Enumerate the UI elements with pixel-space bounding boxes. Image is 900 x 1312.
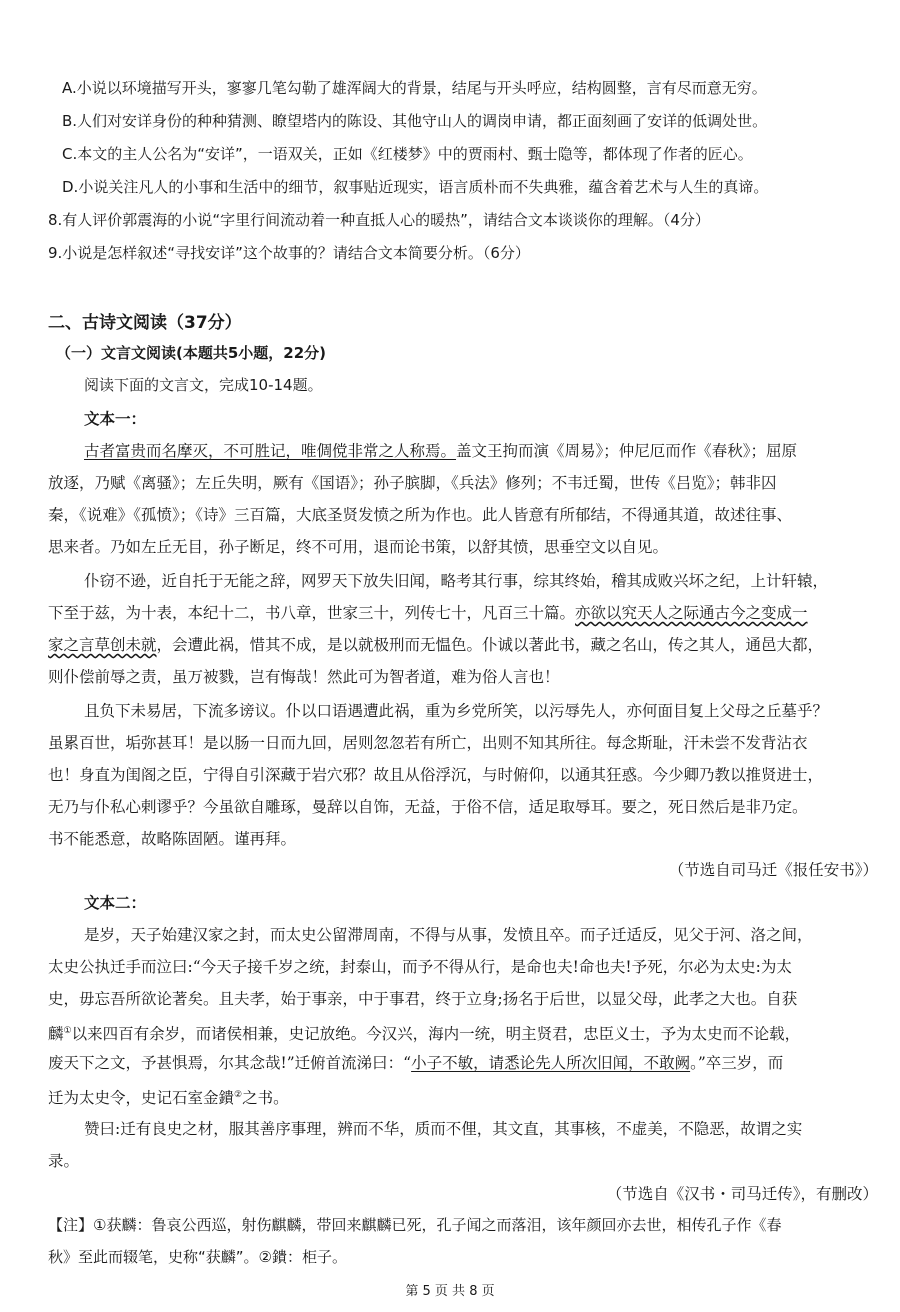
underlined-sentence: 古者富贵而名摩灭，不可胜记，唯倜傥非常之人称焉。 bbox=[84, 442, 457, 460]
note-line: 【注】①获麟：鲁哀公西巡，射伤麒麟，带回来麒麟已死，孔子闻之而落泪，该年颜回亦去世，相传孔子作《春 bbox=[48, 1216, 782, 1234]
text2-line bbox=[48, 1084, 289, 1109]
text1-line: 则仆偿前辱之责，虽万被戮，岂有悔哉！然此可为智者道，难为俗人言也！ bbox=[48, 668, 560, 686]
text2-line: 史，毋忘吾所欲论著矣。且夫孝，始于事亲，中于事君，终于立身;扬名于后世，以显父母，此孝之大也。自获 bbox=[48, 990, 798, 1008]
option-a: A.小说以环境描写开头，寥寥几笔勾勒了雄浑阔大的背景，结尾与开头呼应，结构圆整，言有尽而意无穷。 bbox=[62, 79, 767, 97]
text1-line bbox=[84, 440, 797, 462]
text1-line: 秦，《说难》《孤愤》；《诗》三百篇，大底圣贤发愤之所为作也。此人皆意有所郁结，不得通其道，故述往事、 bbox=[48, 506, 793, 524]
option-d: D.小说关注凡人的小事和生活中的细节，叙事贴近现实，语言质朴而不失典雅，蕴含着艺术与人生的真谛。 bbox=[62, 178, 769, 196]
text-segment: 以来四百有余岁，而诸侯相兼，史记放绝。今汉兴，海内一统，明主贤君，忠臣义士，予为太史而不论载， bbox=[71, 1025, 801, 1044]
text-segment: 废天下之文，予甚惧焉，尔其念哉!”迁俯首流涕曰：“ bbox=[48, 1054, 412, 1072]
text1-label: 文本一： bbox=[84, 409, 147, 428]
page-footer: 第 5 页 共 8 页 bbox=[405, 1284, 495, 1299]
text1-line bbox=[48, 634, 823, 656]
text2-line: 录。 bbox=[48, 1152, 80, 1170]
text1-line: 书不能悉意，故略陈固陋。谨再拜。 bbox=[48, 830, 297, 848]
text1-line: 无乃与仆私心剌谬乎？今虽欲自雕琢，曼辞以自饰，无益，于俗不信，适足取辱耳。要之，死日然后是非乃定。 bbox=[48, 798, 808, 816]
instruction: 阅读下面的文言文，完成10-14题。 bbox=[84, 376, 323, 394]
text1-line: 仆窃不逊，近自托于无能之辞，网罗天下放失旧闻，略考其行事，综其终始，稽其成败兴坏之纪，上计轩辕， bbox=[84, 572, 829, 590]
option-b: B.人们对安详身份的种种猜测、瞭望塔内的陈设、其他守山人的调岗申请，都正面刻画了安详的低调处世。 bbox=[62, 112, 768, 130]
text2-source: （节选自《汉书・司马迁传》，有删改） bbox=[606, 1185, 878, 1203]
text-segment: ，会遭此祸，惜其不成，是以就极刑而无愠色。仆诚以著此书，藏之名山，传之其人，通邑大都， bbox=[156, 636, 824, 654]
question-9: 9.小说是怎样叙述“寻找安详”这个故事的？请结合文本简要分析。（6分） bbox=[48, 244, 530, 262]
text1-line: 虽累百世，垢弥甚耳！是以肠一日而九回，居则忽忽若有所亡，出则不知其所往。每念斯耻，汗未尝不发背沾衣 bbox=[48, 734, 808, 752]
section-title: 二、古诗文阅读（37分） bbox=[48, 313, 242, 333]
text-segment: 麟 bbox=[48, 1025, 64, 1044]
text1-line bbox=[48, 602, 808, 624]
footnote-marker: ① bbox=[63, 1026, 72, 1036]
text2-line: 是岁，天子始建汉家之封，而太史公留滞周南，不得与从事，发愤且卒。而子迁适反，见父于河、洛之间， bbox=[84, 926, 813, 944]
text-segment: 下至于兹，为十表，本纪十二，书八章，世家三十，列传七十，凡百三十篇。 bbox=[48, 604, 576, 622]
text2-line bbox=[48, 1020, 800, 1045]
option-c: C.本文的主人公名为“安详”，一语双关，正如《红楼梦》中的贾雨村、甄士隐等，都体现了作者的匠心。 bbox=[62, 145, 753, 163]
text-segment: 迁为太史令，史记石室金鐀 bbox=[48, 1089, 235, 1108]
text2-line bbox=[48, 1052, 783, 1074]
text2-label: 文本二： bbox=[84, 893, 147, 912]
underlined-sentence: 小子不敏，请悉论先人所次旧闻，不敢阙 bbox=[411, 1054, 691, 1072]
subsection-title: （一）文言文阅读(本题共5小题，22分) bbox=[56, 344, 327, 362]
text1-line: 也！身直为闺阁之臣，宁得自引深藏于岩穴邪？故且从俗浮沉，与时俯仰，以通其狂惑。今少卿乃教以推贤进士， bbox=[48, 766, 824, 784]
text1-line: 且负下未易居，下流多谤议。仆以口语遇遭此祸，重为乡党所笑，以污辱先人，亦何面目复上父母之丘墓乎？ bbox=[84, 702, 829, 720]
text2-line: 太史公执迁手而泣曰:“今天子接千岁之统，封泰山，而予不得从行，是命也夫!命也夫!予死，尔必为太史:为太 bbox=[48, 958, 792, 976]
question-8: 8.有人评价郭震海的小说“字里行间流动着一种直抵人心的暖热”，请结合文本谈谈你的理解。（4分） bbox=[48, 211, 710, 229]
text-segment: 。”卒三岁，而 bbox=[690, 1054, 784, 1072]
text-segment: 盖文王拘而演《周易》；仲尼厄而作《春秋》；屈原 bbox=[456, 442, 798, 460]
wavy-underlined-sentence: 家之言草创未就 bbox=[48, 636, 157, 654]
footnote-marker: ② bbox=[234, 1090, 243, 1100]
text-segment: 之书。 bbox=[242, 1089, 289, 1108]
text1-line: 放逐，乃赋《离骚》；左丘失明，厥有《国语》；孙子膑脚，《兵法》修列；不韦迁蜀，世传《吕览》；韩非囚 bbox=[48, 474, 777, 492]
note-line: 秋》至此而辍笔，史称“获麟”。②鐀：柜子。 bbox=[48, 1248, 347, 1266]
text1-line: 思来者。乃如左丘无目，孙子断足，终不可用，退而论书策，以舒其愤，思垂空文以自见。 bbox=[48, 538, 669, 556]
text1-source: （节选自司马迁《报任安书》） bbox=[668, 861, 878, 879]
text2-line: 赞曰:迁有良史之材，服其善序事理，辨而不华，质而不俚，其文直，其事核，不虚美，不隐恶，故谓之实 bbox=[84, 1120, 803, 1138]
wavy-underlined-sentence: 亦欲以究天人之际通古今之变成一 bbox=[575, 604, 808, 622]
